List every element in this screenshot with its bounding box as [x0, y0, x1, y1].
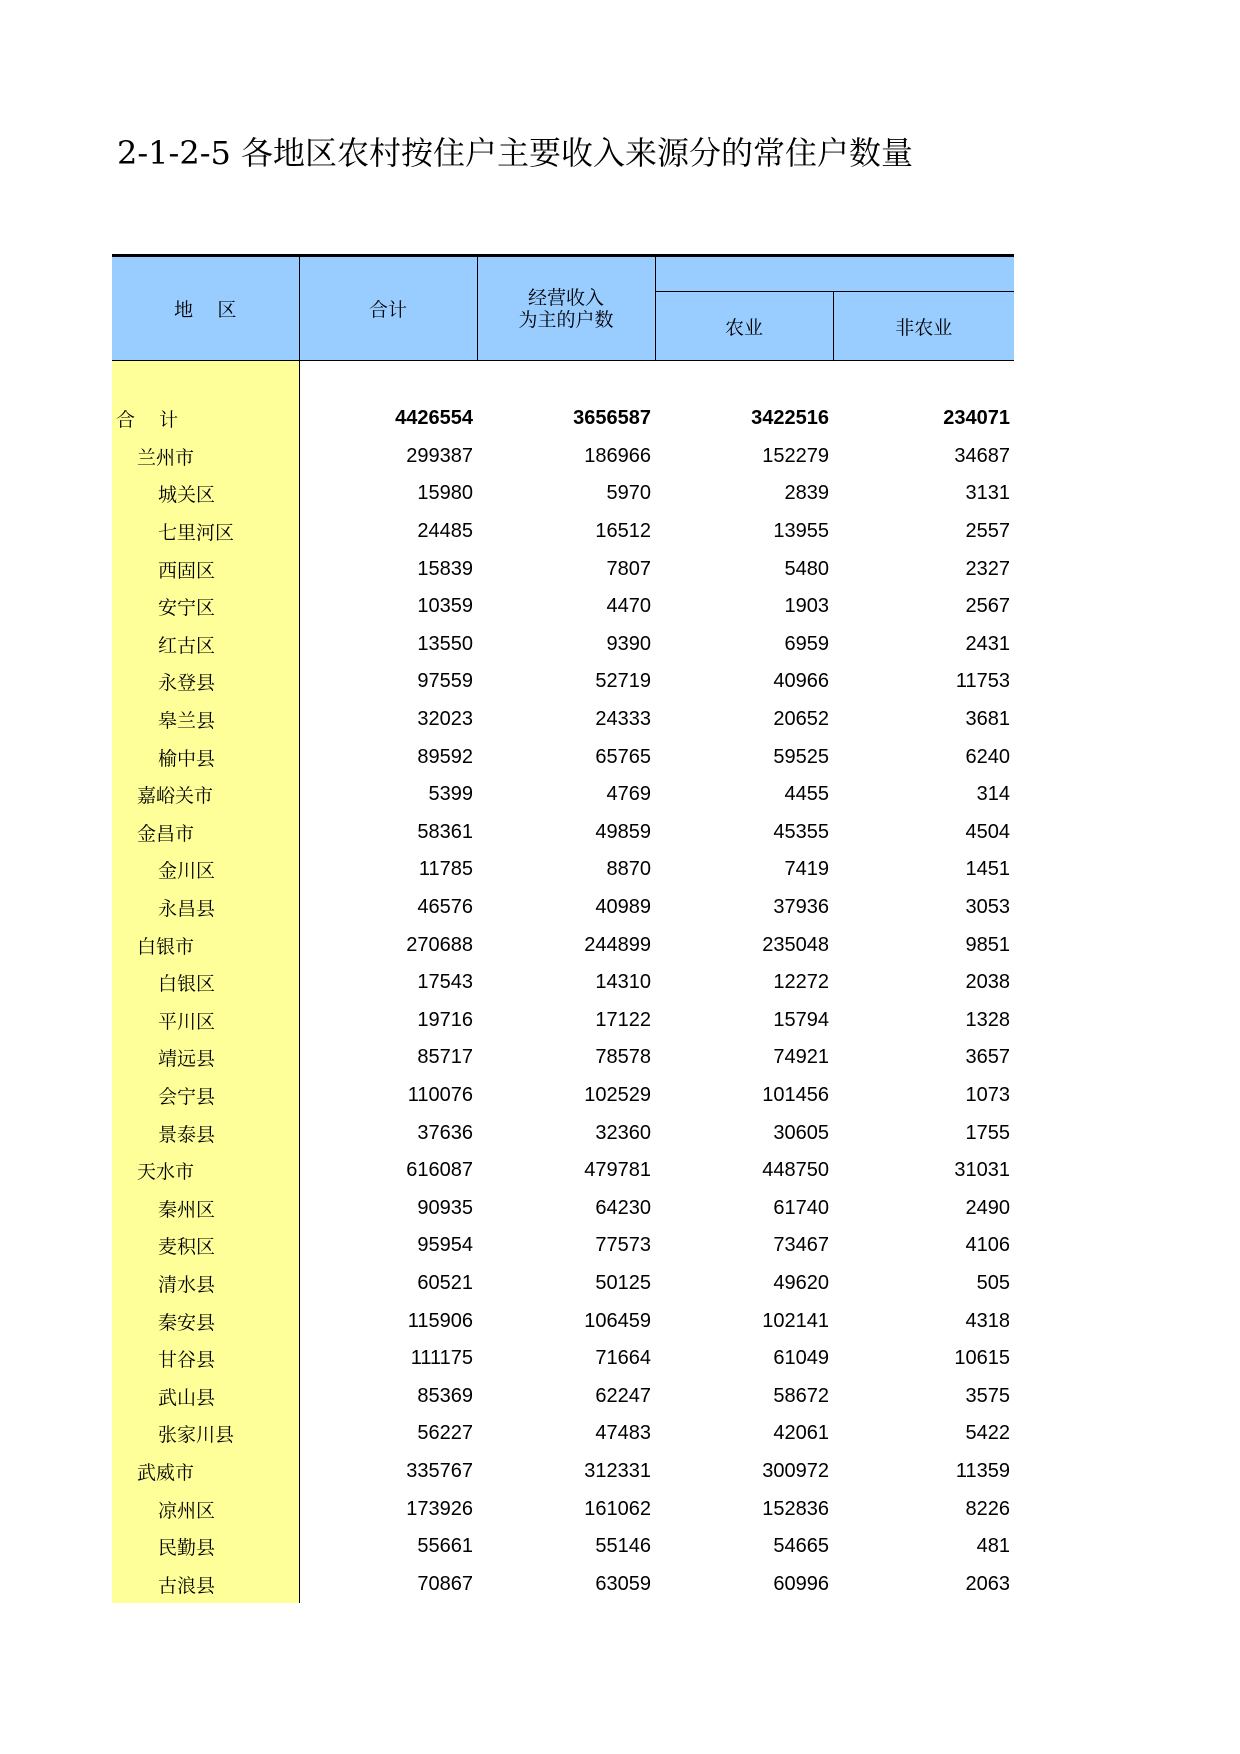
- non-agriculture-cell: 6240: [965, 745, 1010, 768]
- non-agriculture-cell: 10615: [954, 1347, 1010, 1370]
- total-cell: 13550: [417, 632, 473, 655]
- total-cell: 55661: [417, 1535, 473, 1558]
- header-operating-line2: 为主的户数: [518, 308, 614, 331]
- agriculture-cell: 448750: [762, 1159, 829, 1182]
- header-non-agriculture: 非农业: [833, 292, 1014, 361]
- agriculture-cell: 37936: [773, 896, 829, 919]
- agriculture-cell: 42061: [773, 1422, 829, 1445]
- agriculture-cell: 102141: [762, 1309, 829, 1332]
- non-agriculture-cell: 2567: [965, 595, 1010, 618]
- region-name-cell: 白银市: [112, 926, 299, 964]
- region-name-cell: 天水市: [112, 1152, 299, 1190]
- total-cell: 10359: [417, 595, 473, 618]
- total-cell: 111175: [410, 1347, 473, 1370]
- total-cell: 299387: [406, 444, 473, 467]
- total-cell: 15839: [417, 557, 473, 580]
- total-cell: 46576: [417, 896, 473, 919]
- table-row: [112, 926, 1014, 964]
- operating-cell: 17122: [595, 1008, 651, 1031]
- total-cell: 37636: [417, 1121, 473, 1144]
- operating-cell: 161062: [584, 1497, 651, 1520]
- region-name-cell: 金昌市: [112, 814, 299, 852]
- operating-cell: 106459: [584, 1309, 651, 1332]
- total-cell: 11785: [418, 858, 473, 881]
- table-row: [112, 1528, 1014, 1566]
- non-agriculture-cell: 8226: [965, 1497, 1010, 1520]
- agriculture-cell: 30605: [773, 1121, 829, 1144]
- table-row: [112, 1565, 1014, 1603]
- operating-cell: 55146: [595, 1535, 651, 1558]
- operating-cell: 52719: [595, 670, 651, 693]
- agriculture-cell: 49620: [773, 1271, 829, 1294]
- region-name-cell: 武山县: [112, 1377, 299, 1415]
- operating-cell: 78578: [595, 1046, 651, 1069]
- non-agriculture-cell: 5422: [965, 1422, 1010, 1445]
- non-agriculture-cell: 2327: [965, 557, 1010, 580]
- table-header: [112, 256, 1014, 361]
- agriculture-cell: 152279: [762, 444, 829, 467]
- operating-cell: 77573: [595, 1234, 651, 1257]
- region-name-cell: 安宁区: [112, 588, 299, 626]
- table-row: [112, 626, 1014, 664]
- table-row: [112, 513, 1014, 551]
- table-row: [112, 1265, 1014, 1303]
- total-cell: 32023: [417, 708, 473, 731]
- region-name-cell: 合 计: [112, 400, 299, 438]
- data-table-container: [112, 254, 1014, 1603]
- table-row: [112, 1453, 1014, 1491]
- region-name-cell: 兰州市: [112, 438, 299, 476]
- operating-cell: 4470: [606, 595, 651, 618]
- table-row: [112, 1189, 1014, 1227]
- region-name-cell: 七里河区: [112, 513, 299, 551]
- agriculture-cell: 73467: [773, 1234, 829, 1257]
- table-row: [112, 1152, 1014, 1190]
- operating-cell: 8870: [606, 858, 651, 881]
- non-agriculture-cell: 31031: [954, 1159, 1010, 1182]
- total-cell: 97559: [417, 670, 473, 693]
- total-cell: 70867: [417, 1572, 473, 1595]
- agriculture-cell: 300972: [762, 1459, 829, 1482]
- non-agriculture-cell: 3053: [965, 896, 1010, 919]
- header-operating: [477, 256, 655, 361]
- non-agriculture-cell: 314: [976, 783, 1010, 806]
- total-cell: 5399: [428, 783, 473, 806]
- region-name-cell: 靖远县: [112, 1039, 299, 1077]
- data-table: [112, 254, 1014, 1603]
- agriculture-cell: 235048: [762, 933, 829, 956]
- non-agriculture-cell: 11753: [955, 670, 1010, 693]
- non-agriculture-cell: 4504: [965, 820, 1010, 843]
- operating-cell: 5970: [606, 482, 651, 505]
- table-row: [112, 814, 1014, 852]
- total-cell: 616087: [406, 1159, 473, 1182]
- total-cell: 95954: [417, 1234, 473, 1257]
- table-row: [112, 1002, 1014, 1040]
- total-cell: 19716: [417, 1008, 473, 1031]
- operating-cell: 71664: [595, 1347, 651, 1370]
- total-cell: 173926: [406, 1497, 473, 1520]
- non-agriculture-cell: 481: [976, 1535, 1010, 1558]
- non-agriculture-cell: 234071: [943, 407, 1010, 430]
- non-agriculture-cell: 9851: [965, 933, 1010, 956]
- operating-cell: 64230: [595, 1196, 651, 1219]
- non-agriculture-cell: 3657: [965, 1046, 1010, 1069]
- operating-cell: 244899: [584, 933, 651, 956]
- operating-cell: 63059: [595, 1572, 651, 1595]
- total-cell: 17543: [417, 971, 473, 994]
- region-name-cell: 金川区: [112, 851, 299, 889]
- region-name-cell: 城关区: [112, 475, 299, 513]
- table-row: [112, 1302, 1014, 1340]
- table-row: [112, 1227, 1014, 1265]
- non-agriculture-cell: 3131: [965, 482, 1010, 505]
- region-name-cell: 嘉峪关市: [112, 776, 299, 814]
- region-name-cell: 西固区: [112, 550, 299, 588]
- agriculture-cell: 6959: [784, 632, 829, 655]
- table-row: [112, 550, 1014, 588]
- total-cell: 110076: [407, 1083, 473, 1106]
- table-row: [112, 1490, 1014, 1528]
- agriculture-cell: 61740: [773, 1196, 829, 1219]
- region-name-cell: 榆中县: [112, 738, 299, 776]
- non-agriculture-cell: 34687: [954, 444, 1010, 467]
- region-name-cell: 古浪县: [112, 1565, 299, 1603]
- operating-cell: 50125: [595, 1271, 651, 1294]
- non-agriculture-cell: 1451: [965, 858, 1010, 881]
- table-row: [112, 851, 1014, 889]
- non-agriculture-cell: 4318: [965, 1309, 1010, 1332]
- region-name-cell: 张家川县: [112, 1415, 299, 1453]
- agriculture-cell: 45355: [773, 820, 829, 843]
- non-agriculture-cell: 1328: [965, 1008, 1010, 1031]
- agriculture-cell: 61049: [773, 1347, 829, 1370]
- agriculture-cell: 40966: [773, 670, 829, 693]
- operating-cell: 16512: [595, 520, 651, 543]
- non-agriculture-cell: 505: [976, 1271, 1010, 1294]
- operating-cell: 40989: [595, 896, 651, 919]
- total-cell: 60521: [417, 1271, 473, 1294]
- table-row: [112, 400, 1014, 438]
- non-agriculture-cell: 2557: [965, 520, 1010, 543]
- non-agriculture-cell: 11359: [955, 1459, 1010, 1482]
- header-region: 地 区: [112, 256, 299, 361]
- agriculture-cell: 152836: [762, 1497, 829, 1520]
- non-agriculture-cell: 2038: [965, 971, 1010, 994]
- agriculture-cell: 59525: [773, 745, 829, 768]
- total-cell: 58361: [417, 820, 473, 843]
- operating-cell: 479781: [584, 1159, 651, 1182]
- agriculture-cell: 54665: [773, 1535, 829, 1558]
- agriculture-cell: 4455: [784, 783, 829, 806]
- non-agriculture-cell: 4106: [965, 1234, 1010, 1257]
- operating-cell: 186966: [584, 444, 651, 467]
- non-agriculture-cell: 1755: [965, 1121, 1010, 1144]
- agriculture-cell: 60996: [773, 1572, 829, 1595]
- total-cell: 56227: [417, 1422, 473, 1445]
- agriculture-cell: 13955: [773, 520, 829, 543]
- agriculture-cell: 5480: [784, 557, 829, 580]
- table-row: [112, 701, 1014, 739]
- non-agriculture-cell: 1073: [965, 1083, 1010, 1106]
- total-cell: 115906: [407, 1309, 473, 1332]
- header-operating-group: [655, 256, 1014, 292]
- spacer-row: [112, 361, 1014, 401]
- total-cell: 89592: [417, 745, 473, 768]
- operating-cell: 312331: [584, 1459, 651, 1482]
- operating-cell: 65765: [595, 745, 651, 768]
- region-name-cell: 平川区: [112, 1002, 299, 1040]
- operating-cell: 14310: [595, 971, 651, 994]
- agriculture-cell: 74921: [773, 1046, 829, 1069]
- region-name-cell: 凉州区: [112, 1490, 299, 1528]
- region-name-cell: 白银区: [112, 964, 299, 1002]
- non-agriculture-cell: 2490: [965, 1196, 1010, 1219]
- total-cell: 85717: [417, 1046, 473, 1069]
- total-cell: 15980: [417, 482, 473, 505]
- region-name-cell: 景泰县: [112, 1114, 299, 1152]
- region-name-cell: 皋兰县: [112, 701, 299, 739]
- total-cell: 85369: [417, 1384, 473, 1407]
- agriculture-cell: 101456: [762, 1083, 829, 1106]
- operating-cell: 47483: [595, 1422, 651, 1445]
- operating-cell: 9390: [606, 632, 651, 655]
- header-operating-line1: 经营收入: [527, 286, 604, 309]
- operating-cell: 3656587: [573, 407, 651, 430]
- total-cell: 90935: [417, 1196, 473, 1219]
- total-cell: 270688: [406, 933, 473, 956]
- table-row: [112, 964, 1014, 1002]
- table-row: [112, 1377, 1014, 1415]
- region-name-cell: 甘谷县: [112, 1340, 299, 1378]
- table-row: [112, 1077, 1014, 1115]
- operating-cell: 4769: [606, 783, 651, 806]
- total-cell: 335767: [406, 1459, 473, 1482]
- table-row: [112, 738, 1014, 776]
- table-row: [112, 1415, 1014, 1453]
- header-total: 合计: [299, 256, 477, 361]
- agriculture-cell: 15794: [773, 1008, 829, 1031]
- table-row: [112, 475, 1014, 513]
- operating-cell: 7807: [606, 557, 651, 580]
- table-row: [112, 438, 1014, 476]
- region-name-cell: 会宁县: [112, 1077, 299, 1115]
- table-row: [112, 1340, 1014, 1378]
- total-cell: 4426554: [395, 407, 473, 430]
- non-agriculture-cell: 3681: [965, 708, 1010, 731]
- table-row: [112, 1114, 1014, 1152]
- operating-cell: 32360: [595, 1121, 651, 1144]
- operating-cell: 24333: [595, 708, 651, 731]
- non-agriculture-cell: 2063: [965, 1572, 1010, 1595]
- region-name-cell: 永登县: [112, 663, 299, 701]
- total-cell: 24485: [417, 520, 473, 543]
- table-row: [112, 588, 1014, 626]
- header-agriculture: 农业: [655, 292, 833, 361]
- agriculture-cell: 7419: [784, 858, 829, 881]
- agriculture-cell: 12272: [773, 971, 829, 994]
- non-agriculture-cell: 2431: [965, 632, 1010, 655]
- region-name-cell: 清水县: [112, 1265, 299, 1303]
- table-row: [112, 1039, 1014, 1077]
- agriculture-cell: 20652: [773, 708, 829, 731]
- operating-cell: 62247: [595, 1384, 651, 1407]
- non-agriculture-cell: 3575: [965, 1384, 1010, 1407]
- table-row: [112, 776, 1014, 814]
- operating-cell: 49859: [595, 820, 651, 843]
- region-name-cell: 永昌县: [112, 889, 299, 927]
- region-name-cell: 秦州区: [112, 1189, 299, 1227]
- operating-cell: 102529: [584, 1083, 651, 1106]
- region-name-cell: 红古区: [112, 626, 299, 664]
- agriculture-cell: 2839: [784, 482, 829, 505]
- agriculture-cell: 58672: [773, 1384, 829, 1407]
- table-row: [112, 663, 1014, 701]
- agriculture-cell: 3422516: [751, 407, 829, 430]
- region-name-cell: 民勤县: [112, 1528, 299, 1566]
- agriculture-cell: 1903: [784, 595, 829, 618]
- table-body: [112, 361, 1014, 1604]
- region-name-cell: 秦安县: [112, 1302, 299, 1340]
- region-name-cell: 武威市: [112, 1453, 299, 1491]
- page-title: 2-1-2-5 各地区农村按住户主要收入来源分的常住户数量: [117, 134, 914, 172]
- table-row: [112, 889, 1014, 927]
- region-name-cell: 麦积区: [112, 1227, 299, 1265]
